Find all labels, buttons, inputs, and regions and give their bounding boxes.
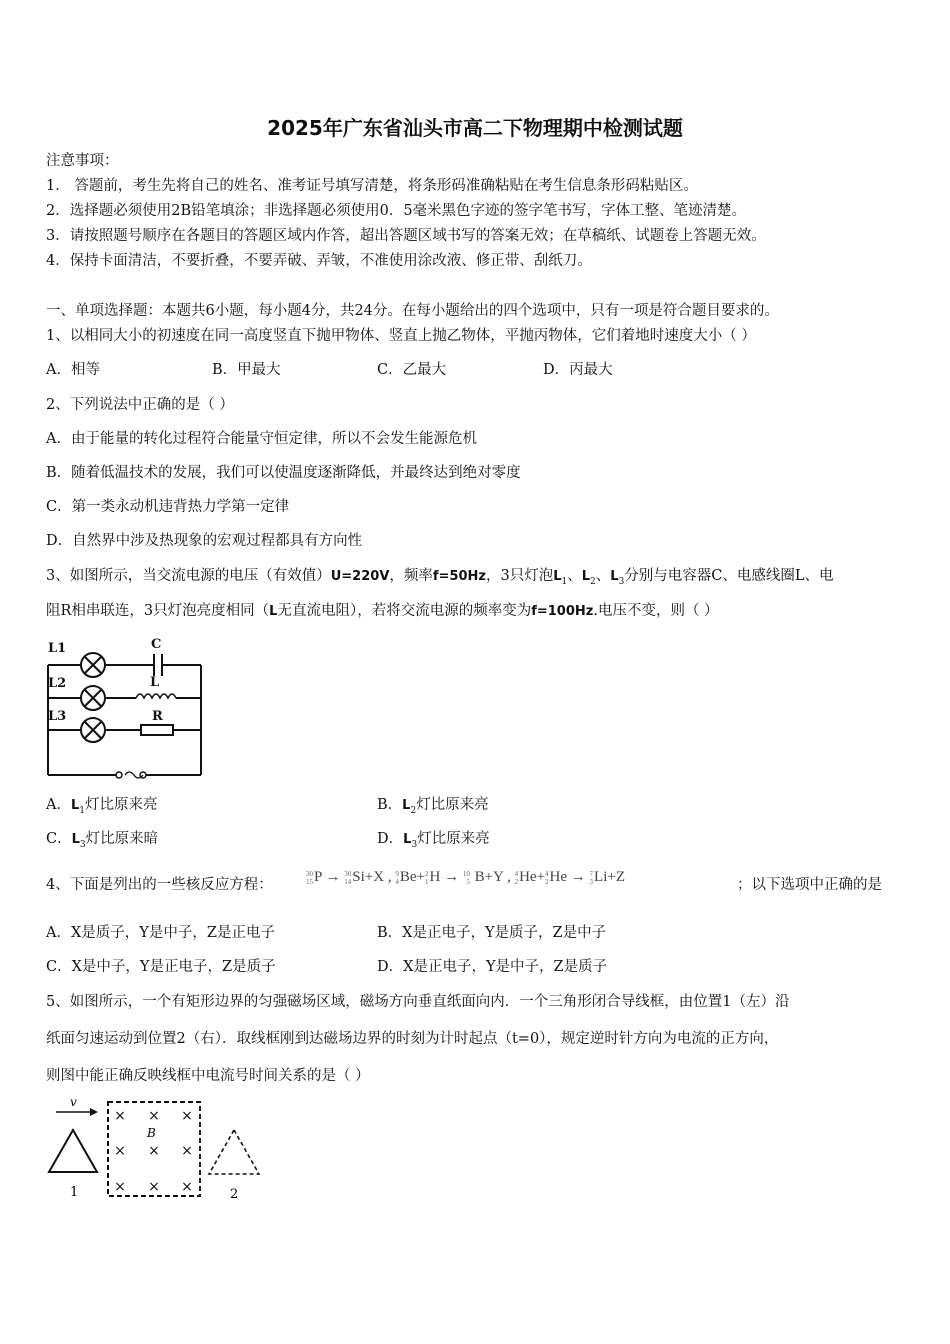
- field-x-mark: ×: [181, 1179, 193, 1195]
- q2-option-c: C．第一类永动机违背热力学第一定律: [46, 499, 290, 515]
- q3-option-d: D．$L_3$灯比原来亮: [377, 831, 490, 850]
- q3-stem-text: 分别与电容器C、电感线圈L、电: [624, 568, 834, 584]
- label-l3: L3: [48, 709, 67, 724]
- question-1-stem: 1、以相同大小的初速度在同一高度竖直下抛甲物体、竖直上抛乙物体，平抛丙物体，它们着地时速度大小（ ）: [46, 328, 756, 344]
- triangle-position-1: [49, 1130, 97, 1172]
- field-x-mark: ×: [181, 1143, 193, 1159]
- q3-option-b: B．$L_2$灯比原来亮: [377, 797, 489, 816]
- q1-option-b: B．甲最大: [212, 362, 281, 378]
- question-3-stem-line1: 3、如图所示，当交流电源的电压（有效值）U=220V，频率f=50Hz，3只灯泡$L_1$、$L_2$、$L_3$分别与电容器C、电感线圈L、电: [46, 568, 834, 587]
- q3-stem-text: 无直流电阻），若将交流电源的频率变为: [277, 603, 532, 619]
- field-x-mark: ×: [148, 1179, 160, 1195]
- q3-inductor-symbol: L: [269, 604, 278, 619]
- q4-option-d: D．X是正电子，Y是中子，Z是质子: [377, 959, 608, 975]
- notice-item: 2．选择题必须使用2B铅笔填涂；非选择题必须使用0．5毫米黑色字迹的签字笔书写，字体工整、笔迹清楚。: [46, 203, 747, 219]
- label-inductor: L: [150, 675, 160, 690]
- q1-option-a: A．相等: [46, 362, 100, 378]
- field-x-mark: ×: [181, 1108, 193, 1124]
- q5-magnetic-field-diagram: [44, 1094, 274, 1204]
- field-x-mark: ×: [114, 1108, 126, 1124]
- label-position-1: 1: [70, 1185, 79, 1200]
- field-x-mark: ×: [148, 1143, 160, 1159]
- q3-bulb-symbol: L: [553, 569, 562, 584]
- triangle-position-2: [209, 1130, 259, 1174]
- q3-option-a: A．$L_1$灯比原来亮: [46, 797, 158, 816]
- q3-option-c: C．$L_3$灯比原来暗: [46, 831, 159, 850]
- q2-option-a: A．由于能量的转化过程符合能量守恒定律，所以不会发生能源危机: [46, 431, 477, 447]
- notice-item: 1． 答题前，考生先将自己的姓名、准考证号填写清楚，将条形码准确粘贴在考生信息条形码粘贴区。: [46, 178, 698, 194]
- question-5-stem-line3: 则图中能正确反映线框中电流号时间关系的是（ ）: [46, 1068, 370, 1084]
- label-l2: L2: [48, 676, 67, 691]
- notice-item: 4．保持卡面清洁，不要折叠，不要弄破、弄皱，不准使用涂改液、修正带、刮纸刀。: [46, 253, 592, 269]
- notice-item: 3．请按照题号顺序在各题目的答题区域内作答，超出答题区域书写的答案无效；在草稿纸、试题卷上答题无效。: [46, 228, 766, 244]
- field-x-mark: ×: [114, 1179, 126, 1195]
- label-velocity: v: [70, 1095, 77, 1109]
- label-capacitor: C: [151, 637, 162, 652]
- label-position-2: 2: [230, 1187, 239, 1202]
- notice-heading: 注意事项：: [46, 153, 119, 169]
- q3-bulb-symbol: L: [581, 569, 591, 584]
- q3-bulb-symbol: L: [610, 569, 619, 584]
- page-title: 2025年广东省汕头市高二下物理期中检测试题: [267, 116, 683, 140]
- question-4-stem: [46, 875, 273, 895]
- q4-stem-tail: ；以下选项中正确的是: [737, 877, 882, 893]
- label-field-b: B: [147, 1126, 156, 1140]
- field-x-mark: ×: [148, 1108, 160, 1124]
- q3-frequency: f=50Hz: [432, 569, 486, 584]
- question-3-stem-line2: [46, 601, 719, 622]
- q3-circuit-diagram: [36, 632, 206, 782]
- question-2-stem: 2、下列说法中正确的是（ ）: [46, 397, 234, 413]
- field-x-mark: ×: [114, 1143, 126, 1159]
- q4-option-a: A．X是质子，Y是中子，Z是正电子: [46, 925, 275, 941]
- q3-stem-text: .电压不变，则（ ）: [593, 603, 719, 619]
- q3-stem-text: ，频率: [389, 568, 433, 584]
- label-resistor: R: [152, 709, 163, 724]
- question-5-stem-line1: 5、如图所示，一个有矩形边界的匀强磁场区域，磁场方向垂直纸面向内．一个三角形闭合导线框，由位置1（左）沿: [46, 994, 790, 1010]
- q3-stem-text: 阻R相串联连，3只灯泡亮度相同（: [46, 603, 270, 619]
- ac-source-terminal: [116, 772, 122, 778]
- q3-stem-text: ，3只灯泡: [485, 568, 554, 584]
- q4-option-b: B．X是正电子，Y是质子，Z是中子: [377, 925, 607, 941]
- q4-equations: 30 15 P → 30 14 Si+X , 9 4 Be+ 2 1 H → 10 5 B+Y , 4 2 He+ 4 2 He → 7 3 Li+Z: [306, 869, 625, 886]
- question-5-stem-line2: 纸面匀速运动到位置2（右）．取线框刚到达磁场边界的时刻为计时起点（t=0），规定逆时针方向为电流的正方向，: [46, 1031, 779, 1047]
- label-l1: L1: [48, 641, 67, 656]
- q4-stem-text: 4、下面是列出的一些核反应方程：: [46, 877, 273, 893]
- q1-option-d: D．丙最大: [543, 362, 613, 378]
- q1-option-c: C．乙最大: [377, 362, 447, 378]
- q2-option-d: D．自然界中涉及热现象的宏观过程都具有方向性: [46, 533, 363, 549]
- q2-option-b: B．随着低温技术的发展，我们可以使温度逐渐降低，并最终达到绝对零度: [46, 465, 521, 481]
- q4-option-c: C．X是中子，Y是正电子，Z是质子: [46, 959, 276, 975]
- q3-new-frequency: f=100Hz: [531, 604, 594, 619]
- section-heading: 一、单项选择题：本题共6小题，每小题4分，共24分。在每小题给出的四个选项中，只有一项是符合题目要求的。: [46, 303, 779, 319]
- q3-voltage: U=220V: [330, 569, 390, 584]
- q3-stem-text: 3、如图所示，当交流电源的电压（有效值）: [46, 568, 331, 584]
